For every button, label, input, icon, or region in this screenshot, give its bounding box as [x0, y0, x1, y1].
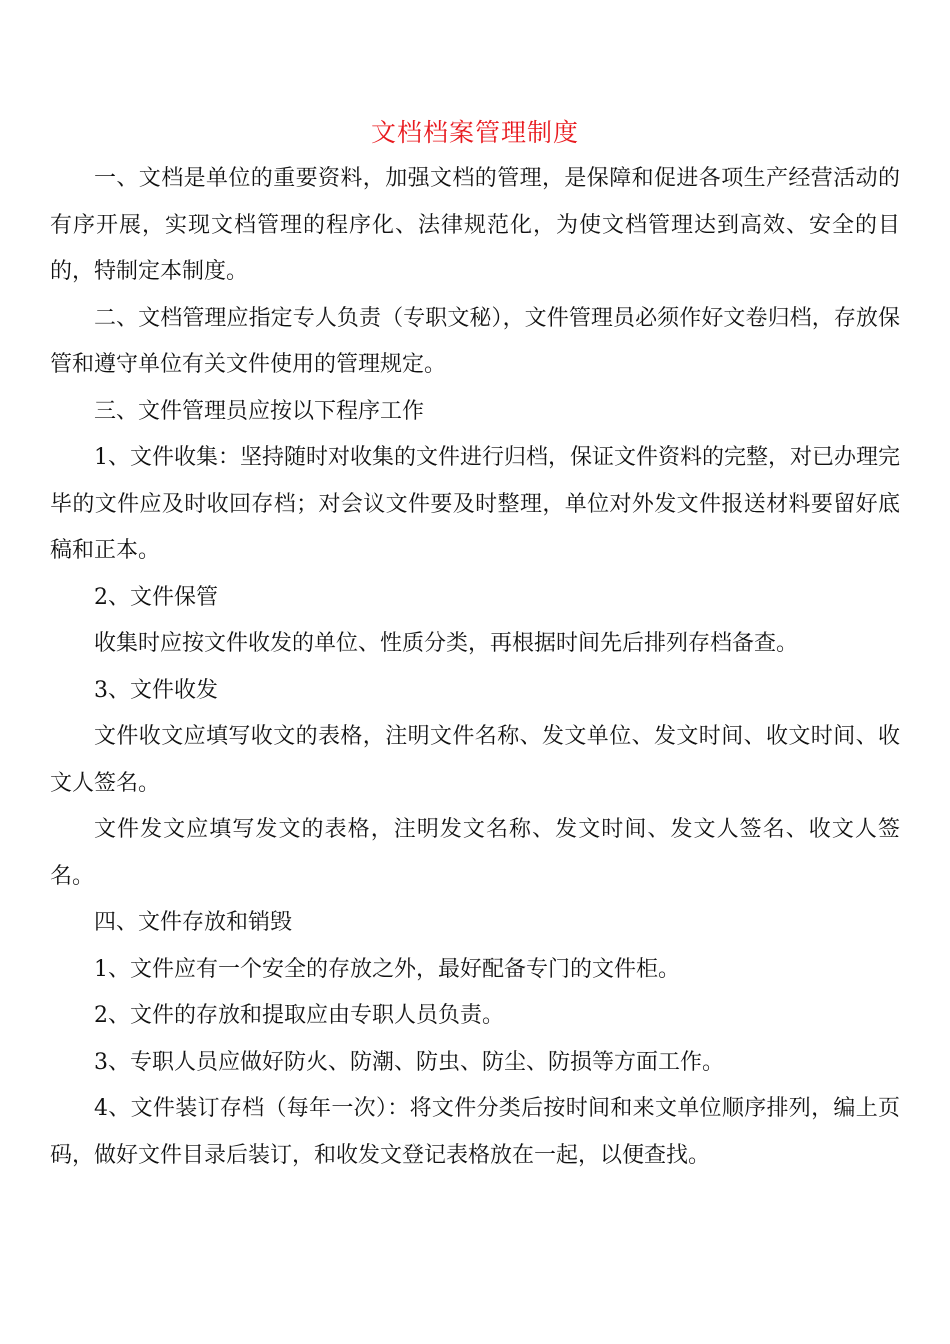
paragraph-8: 文件收文应填写收文的表格，注明文件名称、发文单位、发文时间、收文时间、收文人签名。	[50, 724, 900, 796]
paragraph-6: 收集时应按文件收发的单位、性质分类，再根据时间先后排列存档备查。	[94, 631, 799, 656]
paragraph-14: 4、文件装订存档（每年一次）：将文件分类后按时间和来文单位顺序排列，编上页码，做好文件目录后装订，和收发文登记表格放在一起，以便查找。	[50, 1096, 900, 1168]
paragraph-5: 2、文件保管	[94, 584, 218, 610]
paragraph-1: 一、文档是单位的重要资料，加强文档的管理，是保障和促进各项生产经营活动的有序开展，实现文档管理的程序化、法律规范化，为使文档管理达到高效、安全的目的，特制定本制度。	[50, 166, 900, 284]
paragraph-12: 2、文件的存放和提取应由专职人员负责。	[94, 1003, 504, 1028]
document-title: 文档档案管理制度	[370, 118, 579, 147]
paragraph-2: 二、文档管理应指定专人负责（专职文秘），文件管理员必须作好文卷归档，存放保管和遵守单位有关文件使用的管理规定。	[50, 305, 900, 377]
paragraph-9: 文件发文应填写发文的表格，注明发文名称、发文时间、发文人签名、收文人签名。	[50, 817, 900, 889]
paragraph-7: 3、文件收发	[94, 677, 218, 703]
paragraph-4: 1、文件收集：坚持随时对收集的文件进行归档，保证文件资料的完整，对已办理完毕的文件应及时收回存档；对会议文件要及时整理，单位对外发文件报送材料要留好底稿和正本。	[50, 445, 900, 563]
paragraph-3: 三、文件管理员应按以下程序工作	[94, 398, 425, 424]
paragraph-11: 1、文件应有一个安全的存放之外，最好配备专门的文件柜。	[94, 956, 680, 982]
paragraph-10: 四、文件存放和销毁	[94, 910, 293, 935]
paragraph-13: 3、专职人员应做好防火、防潮、防虫、防尘、防损等方面工作。	[94, 1049, 724, 1075]
document-body	[50, 156, 900, 1179]
